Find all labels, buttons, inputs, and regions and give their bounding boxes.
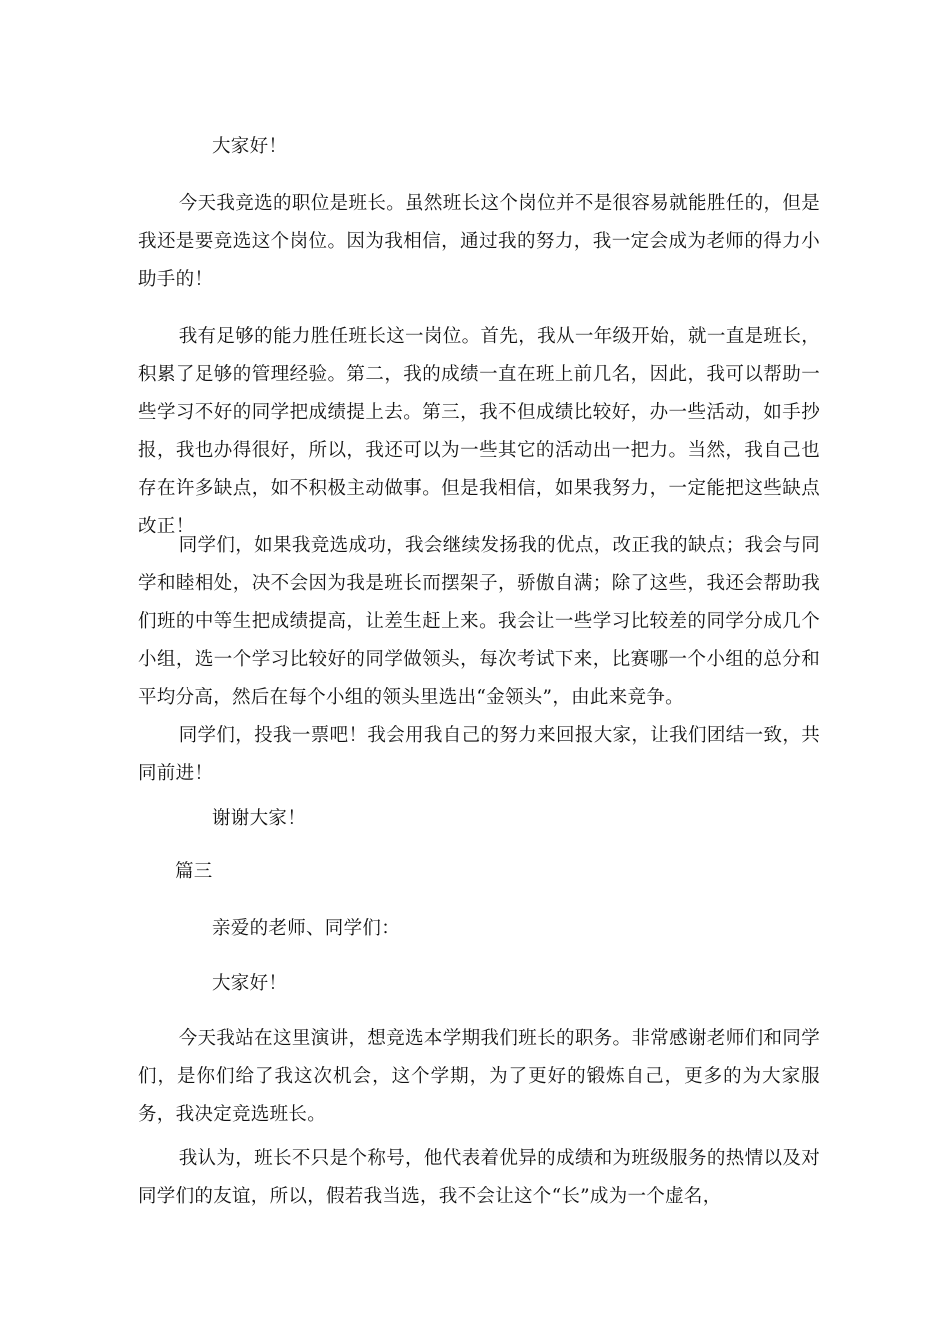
thanks-paragraph: 谢谢大家！ [212, 808, 307, 829]
ability-paragraph: 我有足够的能力胜任班长这一岗位。首先，我从一年级开始，就一直是班长，积累了足够的管理经验。第二，我的成绩一直在班上前几名，因此，我可以帮助一些学习不好的同学把成绩提上去。第三，我不但成绩比较好，办一些活动，如手抄报，我也办得很好，所以，我还可以为一些其它的活动出一把力。当然，我自己也存在许多缺点，如不积极主动做事。但是我相信，如果我努力，一定能把这些缺点改正！ [138, 326, 820, 537]
appeal-paragraph: 同学们，投我一票吧！我会用我自己的努力来回报大家，让我们团结一致，共同前进！ [138, 725, 820, 784]
greeting-paragraph: 大家好！ [212, 136, 288, 157]
view-paragraph: 我认为，班长不只是个称号，他代表着优异的成绩和为班级服务的热情以及对同学们的友谊，所以，假若我当选，我不会让这个“长”成为一个虚名， [138, 1148, 820, 1207]
section-heading: 篇三 [175, 861, 213, 882]
greeting-paragraph-2: 大家好！ [212, 973, 288, 994]
intro-paragraph: 今天我竞选的职位是班长。虽然班长这个岗位并不是很容易就能胜任的，但是我还是要竞选这个岗位。因为我相信，通过我的努力，我一定会成为老师的得力小助手的！ [138, 193, 820, 290]
salutation-paragraph: 亲爱的老师、同学们： [212, 918, 401, 939]
plan-paragraph: 同学们，如果我竞选成功，我会继续发扬我的优点，改正我的缺点；我会与同学和睦相处，决不会因为我是班长而摆架子，骄傲自满；除了这些，我还会帮助我们班的中等生把成绩提高，让差生赶上来。我会让一些学习比较差的同学分成几个小组，选一个学习比较好的同学做领头，每次考试下来，比赛哪一个小组的总分和平均分高，然后在每个小组的领头里选出“金领头”，由此来竞争。 [138, 535, 820, 708]
intro-paragraph-2: 今天我站在这里演讲，想竞选本学期我们班长的职务。非常感谢老师们和同学们，是你们给了我这次机会，这个学期，为了更好的锻炼自己，更多的为大家服务，我决定竞选班长。 [138, 1028, 820, 1125]
